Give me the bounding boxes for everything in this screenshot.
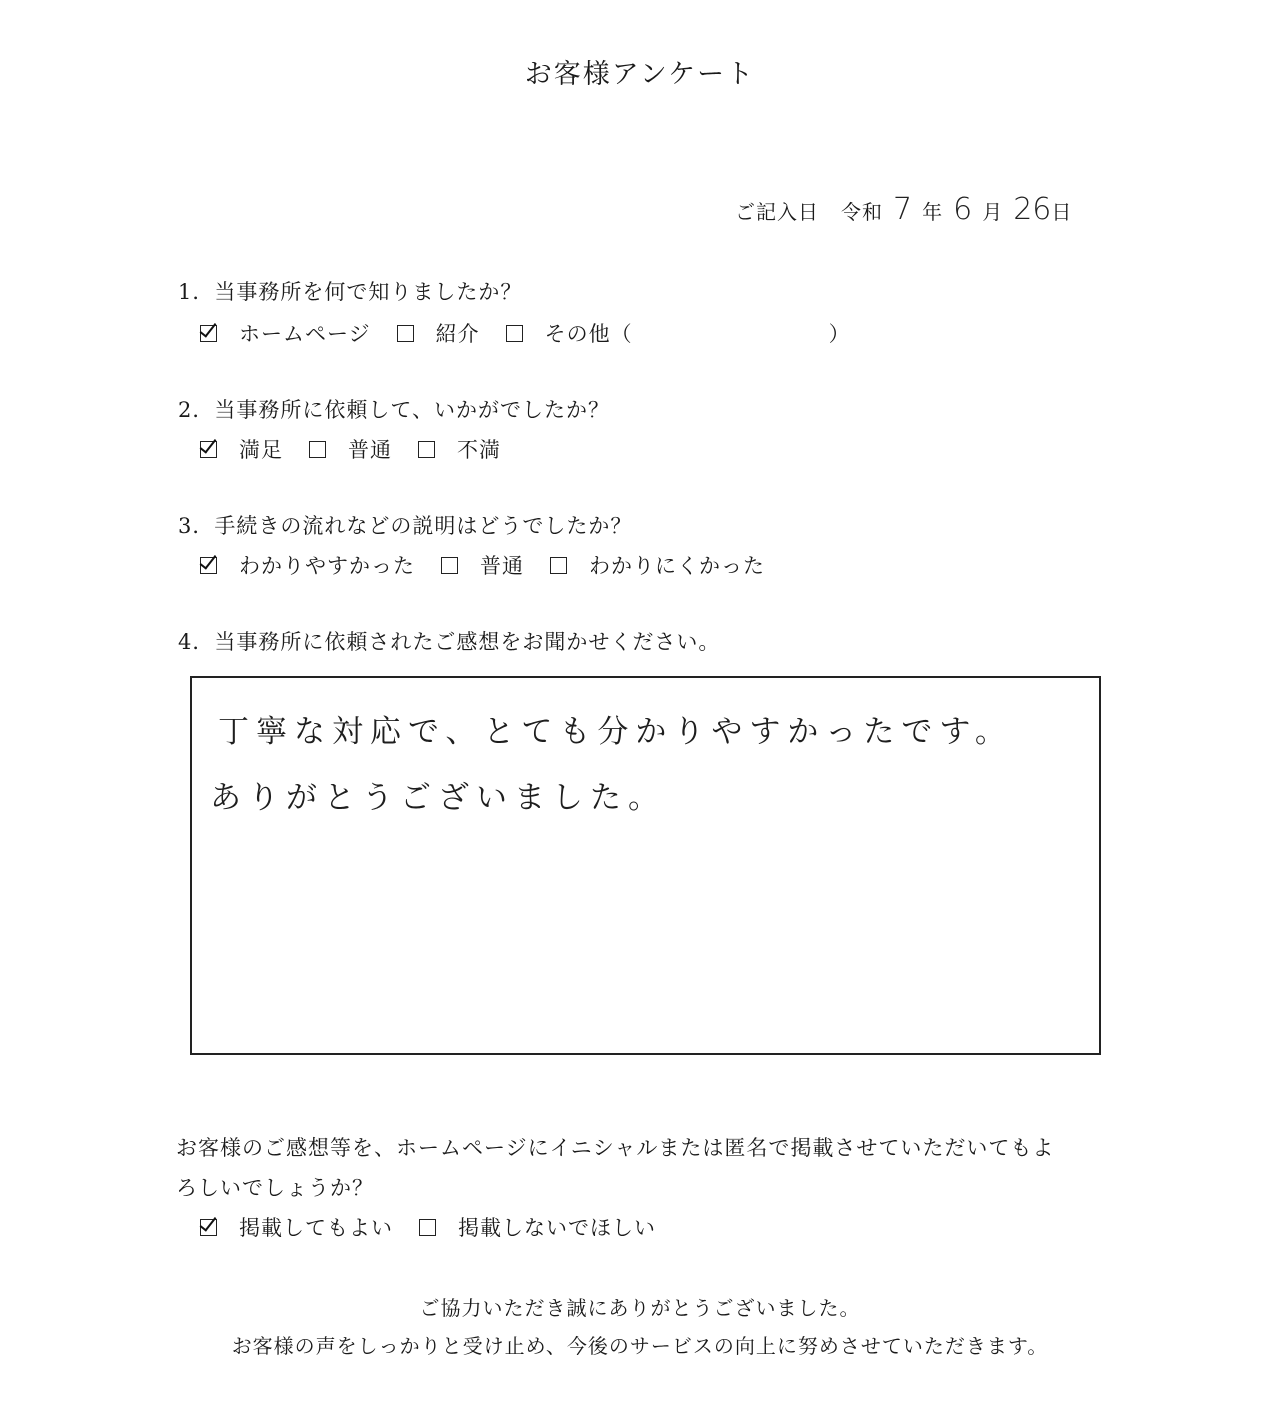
option-easy-label: わかりやすかった	[239, 554, 415, 578]
date-era: 令和	[841, 200, 883, 224]
publish-question-line-2: ろしいでしょうか？	[176, 1176, 374, 1200]
option-publish-ok-label: 掲載してもよい	[239, 1216, 393, 1240]
checkbox-homepage[interactable]	[200, 325, 217, 342]
comment-line-1: 丁寧な対応で、とても分かりやすかったです。	[218, 714, 1013, 750]
date-year-value: 7	[893, 192, 913, 227]
question-4-text: 4．当事務所に依頼されたご感想をお聞かせください。	[178, 630, 721, 654]
question-3-text: 3．手続きの流れなどの説明はどうでしたか？	[178, 514, 633, 538]
checkbox-normal[interactable]	[441, 557, 458, 574]
publish-question-line-1: お客様のご感想等を、ホームページにイニシャルまたは匿名で掲載させていただいてもよ	[176, 1136, 1055, 1160]
checkbox-average[interactable]	[309, 441, 326, 458]
date-day-unit: 日	[1051, 200, 1073, 224]
date-day-value: 26	[1013, 192, 1052, 227]
question-1-options	[200, 318, 851, 348]
question-2-text: 2．当事務所に依頼して、いかがでしたか？	[178, 398, 610, 422]
question-2-options	[200, 434, 527, 464]
checkbox-hard-to-understand[interactable]	[550, 557, 567, 574]
comment-line-2: ありがとうございました。	[210, 780, 666, 816]
option-average-label: 普通	[348, 438, 392, 462]
option-satisfied-label: 満足	[239, 438, 283, 462]
question-1-text: 1．当事務所を何で知りましたか？	[178, 280, 523, 304]
date-year-unit: 年	[922, 200, 944, 224]
option-normal-label: 普通	[480, 554, 524, 578]
checkbox-satisfied[interactable]	[200, 441, 217, 458]
page-title: お客様アンケート	[524, 59, 756, 90]
option-hard-label: わかりにくかった	[589, 554, 765, 578]
checkbox-dissatisfied[interactable]	[418, 441, 435, 458]
closing-line-1: ご協力いただき誠にありがとうございました。	[419, 1296, 861, 1320]
question-3-options	[200, 550, 791, 580]
checkbox-other[interactable]	[506, 325, 523, 342]
date-month-value: 6	[953, 192, 973, 227]
publish-question	[176, 1128, 1054, 1208]
option-referral-label: 紹介	[435, 322, 480, 346]
checkbox-referral[interactable]	[397, 325, 414, 342]
publish-options	[200, 1212, 682, 1242]
option-dissatisfied-label: 不満	[457, 438, 501, 462]
checkbox-publish-no[interactable]	[419, 1219, 436, 1236]
option-other-close: ）	[828, 322, 851, 346]
date-month-unit: 月	[982, 200, 1004, 224]
checkbox-publish-ok[interactable]	[200, 1219, 217, 1236]
closing-line-2: お客様の声をしっかりと受け止め、今後のサービスの向上に努めさせていただきます。	[231, 1334, 1049, 1358]
comment-box[interactable]	[190, 676, 1101, 1055]
option-other-label: その他（	[544, 322, 633, 346]
checkbox-easy-to-understand[interactable]	[200, 557, 217, 574]
option-homepage-label: ホームページ	[239, 322, 371, 346]
date-field	[735, 192, 1072, 227]
date-label: ご記入日	[735, 200, 819, 224]
option-publish-no-label: 掲載しないでほしい	[458, 1216, 656, 1240]
